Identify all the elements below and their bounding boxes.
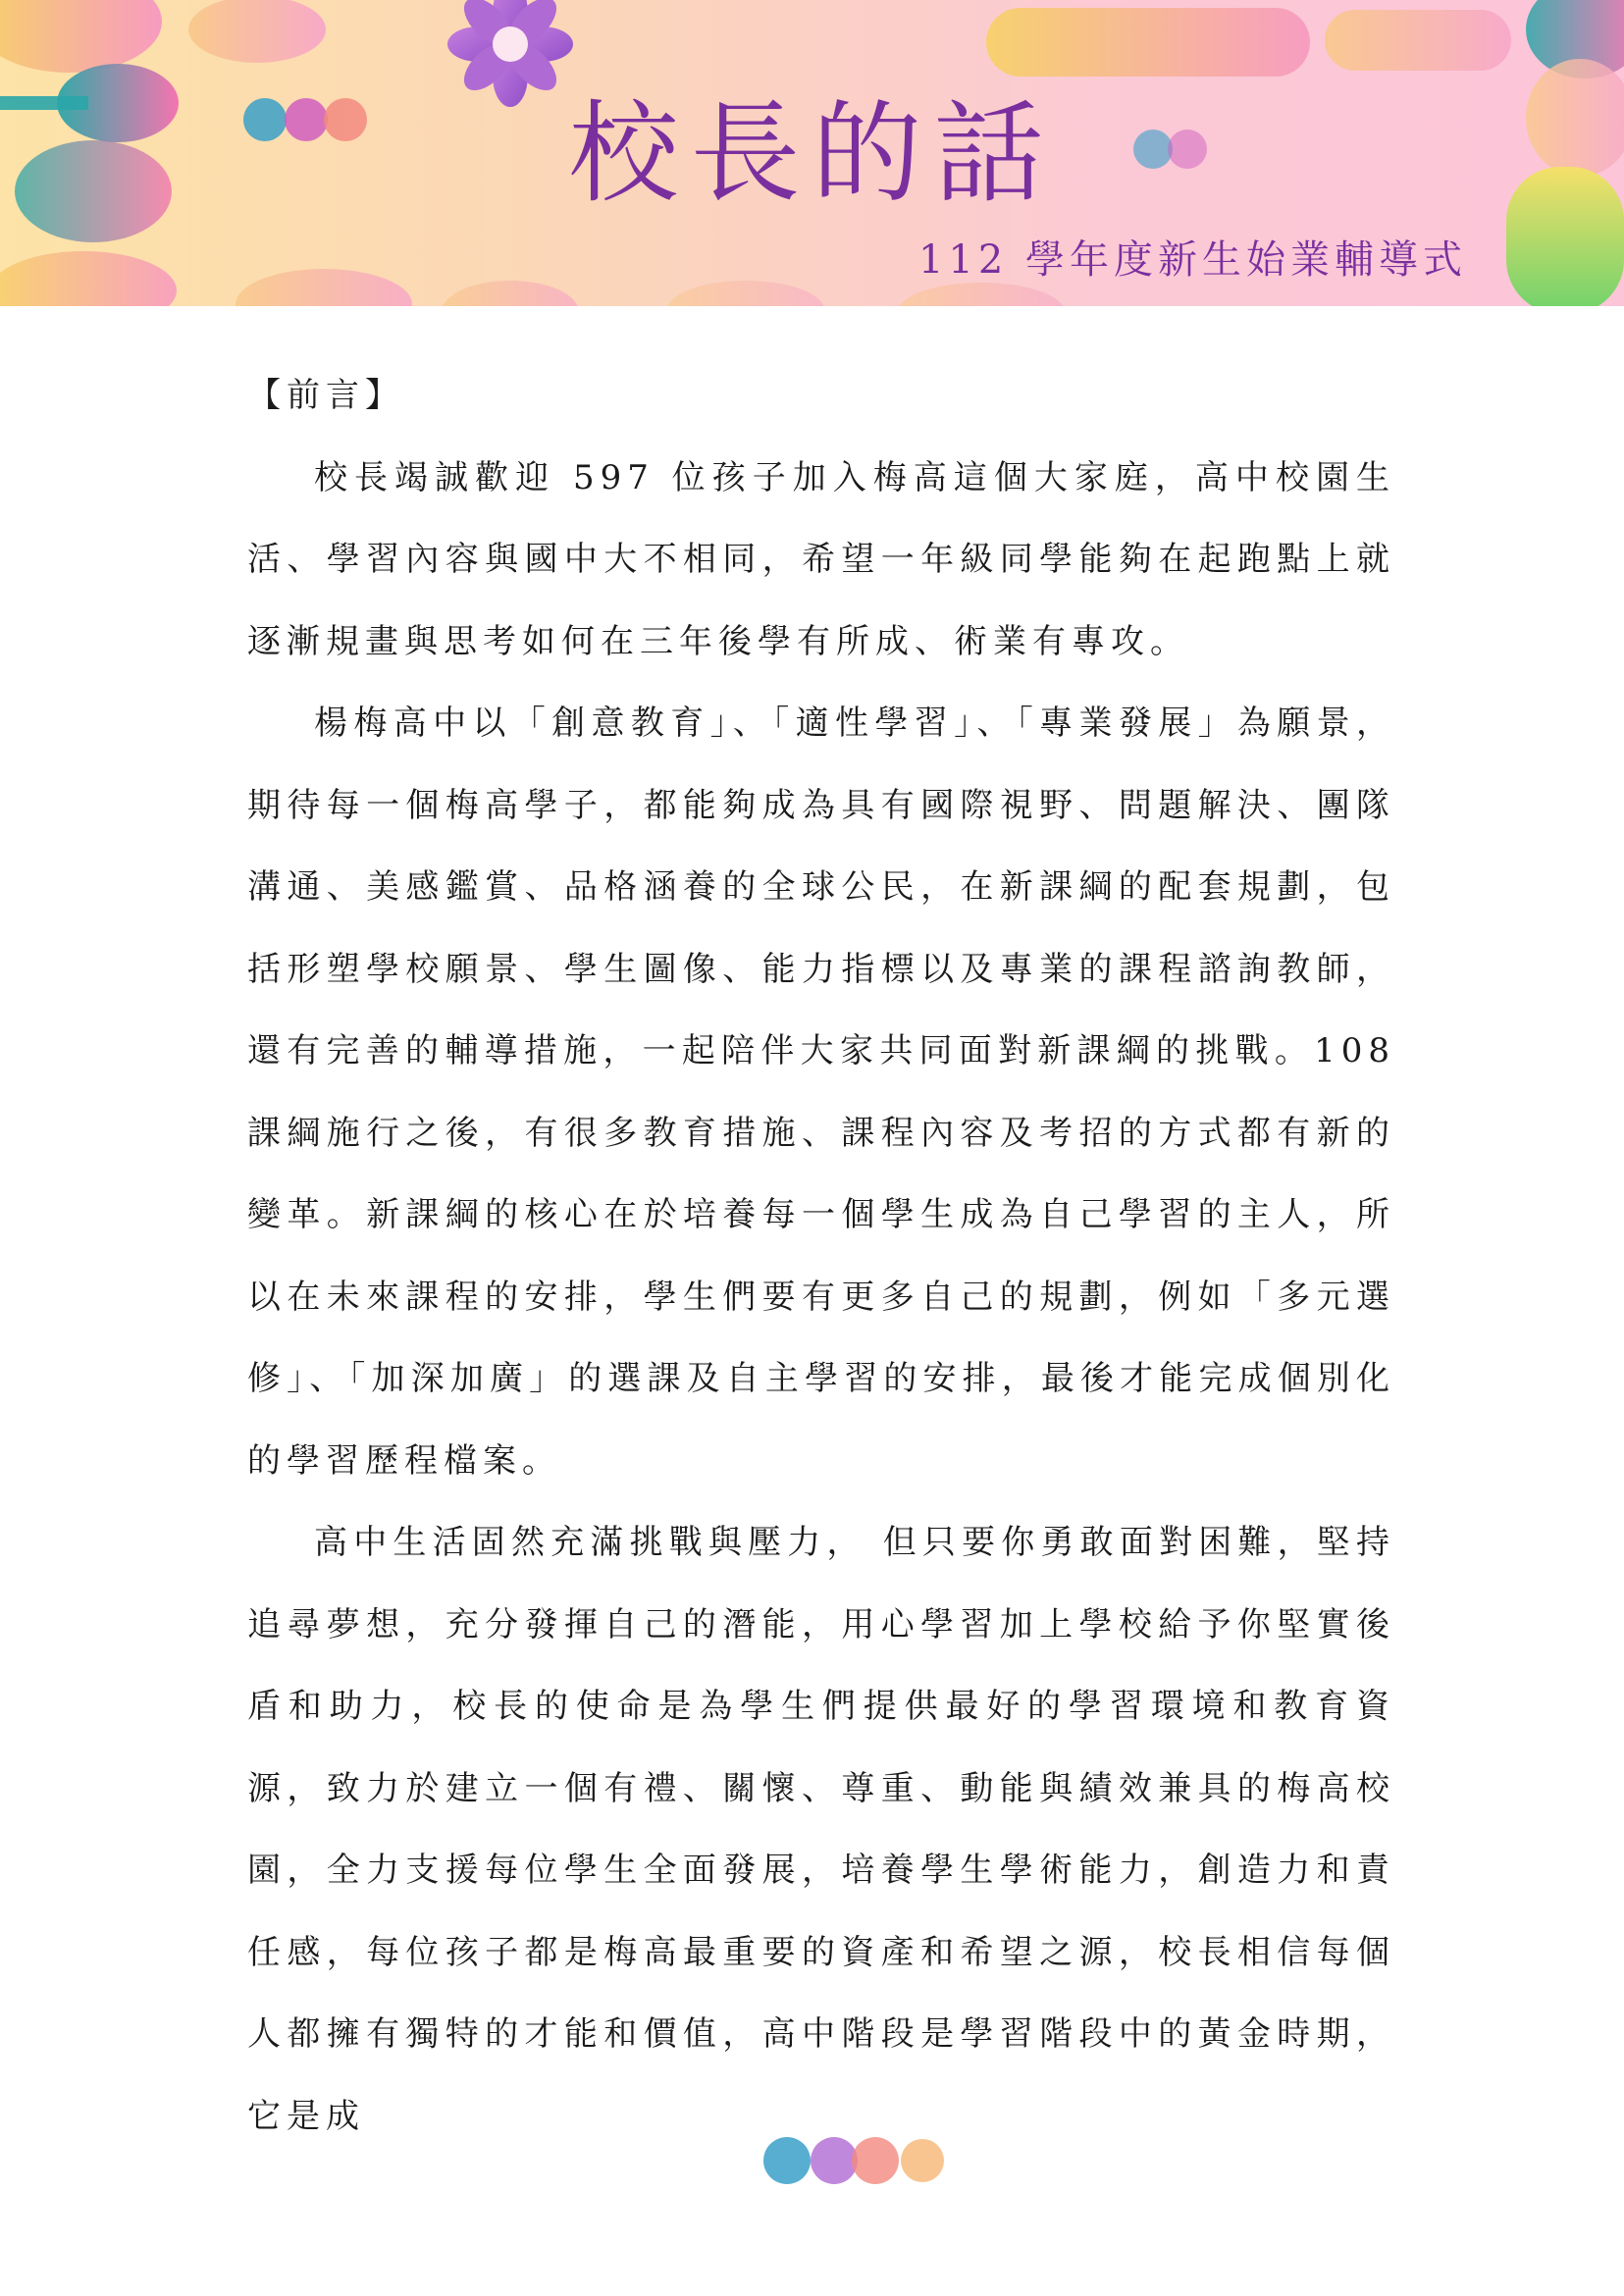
page-subtitle: 112 學年度新生始業輔導式 [917, 237, 1467, 283]
article-body [247, 355, 1395, 2158]
paragraph-3: 高中生活固然充滿挑戰與壓力， 但只要你勇敢面對困難，堅持追尋夢想，充分發揮自己的潛能，用心學習加上學校給予你堅實後盾和助力，校長的使命是為學生們提供最好的學習環境和教育資源，致力於建立一個有禮、關懷、尊重、動能與績效兼具的梅高校園，全力支援每位學生全面發展，培養學生學術能力，創造力和責任感，每位孩子都是梅高最重要的資產和希望之源，校長相信每個人都擁有獨特的才能和價值，高中階段是學習階段中的黃金時期，它是成 [247, 1523, 1395, 2136]
section-heading: 【前言】 [247, 376, 404, 415]
header-banner [0, 0, 1624, 306]
paragraph-1: 校長竭誠歡迎 597 位孩子加入梅高這個大家庭，高中校園生活、學習內容與國中大不相同，希望一年級同學能夠在起跑點上就逐漸規畫與思考如何在三年後學有所成、術業有專攻。 [247, 457, 1395, 661]
page-title: 校長的話 [568, 90, 1056, 218]
paragraph-2: 楊梅高中以「創意教育」、「適性學習」、「專業發展」為願景，期待每一個梅高學子，都能夠成為具有國際視野、問題解決、團隊溝通、美感鑑賞、品格涵養的全球公民，在新課綱的配套規劃，包括形塑學校願景、學生圖像、能力指標以及專業的課程諮詢教師，還有完善的輔導措施，一起陪伴大家共同面對新課綱的挑戰。108 課綱施行之後，有很多教育措施、課程內容及考招的方式都有新的變革。新課綱的核心在於培養每一個學生成為自己學習的主人，所以在未來課程的安排，學生們要有更多自己的規劃，例如「多元選修」、「加深加廣」的選課及自主學習的安排，最後才能完成個別化的學習歷程檔案。 [247, 704, 1395, 1481]
footer-dots-decoration [758, 2131, 954, 2190]
